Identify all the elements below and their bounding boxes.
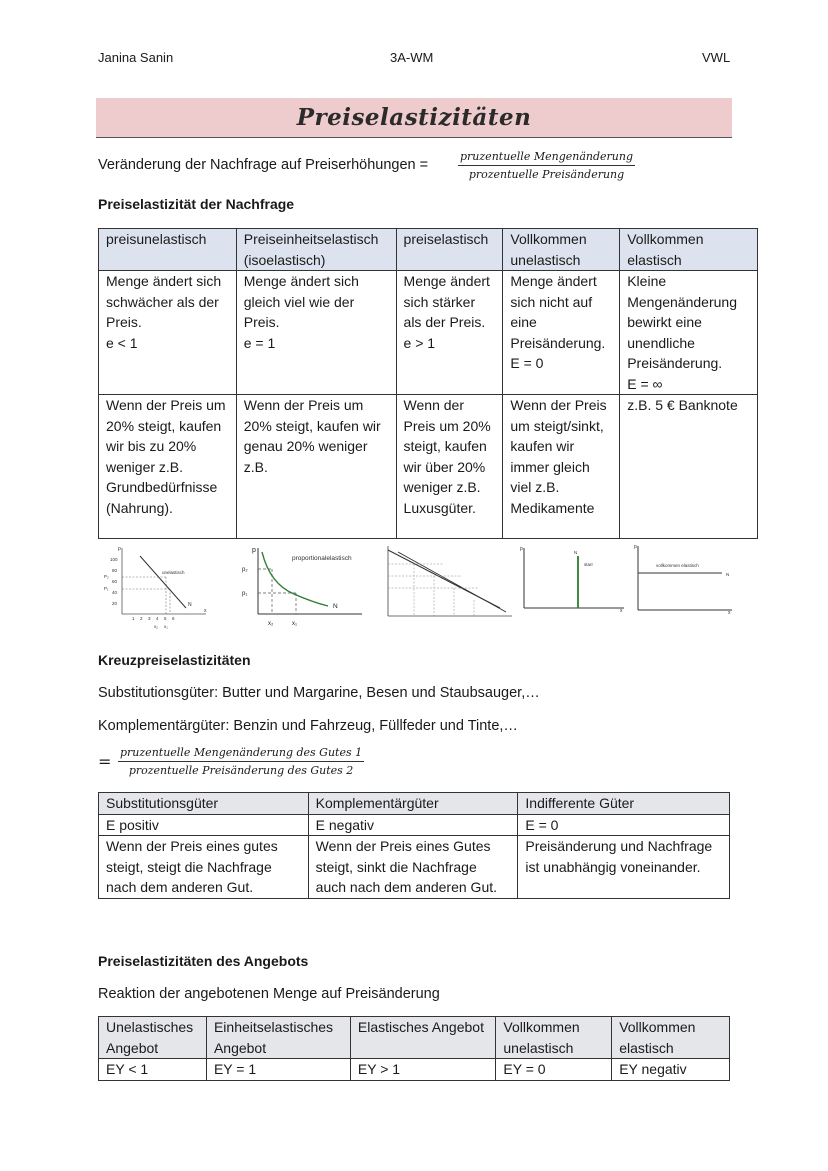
price-label: P₂ xyxy=(104,574,109,579)
x-tick: 4 xyxy=(156,616,159,621)
title-banner xyxy=(96,98,732,138)
table-cell: Wenn der Preis eines gutes steigt, steigt die Nachfrage nach dem anderen Gut. xyxy=(99,836,309,899)
cross-formula-eq: = xyxy=(98,752,112,771)
demand-elasticity-table xyxy=(98,228,758,539)
price-label: p₁ xyxy=(242,591,248,597)
x-tick: 3 xyxy=(148,616,151,621)
formula-numerator: pruzentuelle Mengenänderung xyxy=(458,150,635,166)
table-cell: z.B. 5 € Banknote xyxy=(620,395,758,539)
y-tick: 100 xyxy=(110,557,118,562)
section-heading-demand: Preiselastizität der Nachfrage xyxy=(98,196,295,212)
cross-formula-fraction xyxy=(118,746,364,777)
table-header-cell: Substitutionsgüter xyxy=(99,793,309,815)
quantity-label: x₂ xyxy=(268,621,274,627)
table-cell: EY = 1 xyxy=(206,1059,350,1081)
cross-formula-denominator: prozentuelle Preisänderung des Gutes 2 xyxy=(128,764,354,777)
quantity-label: x₁ xyxy=(292,621,298,627)
formula-denominator: prozentuelle Preisänderung xyxy=(468,168,625,181)
header-subject: VWL xyxy=(702,50,731,65)
table-cell: Wenn der Preis eines Gutes steigt, sinkt die Nachfrage auch nach dem anderen Gut. xyxy=(308,836,518,899)
table-header-cell: preiselastisch xyxy=(396,229,503,271)
graph-elastic xyxy=(378,542,514,624)
curve-name: N xyxy=(188,602,192,608)
formula-fraction xyxy=(458,150,635,181)
curve-label: proportionalelastisch xyxy=(292,555,352,562)
table-row xyxy=(99,395,758,539)
y-tick: 60 xyxy=(112,579,118,584)
table-header-cell: Elastisches Angebot xyxy=(350,1017,496,1059)
quantity-label: x₁ xyxy=(164,624,168,629)
header-class: 3A-WM xyxy=(390,50,434,65)
table-header-cell: Vollkommen elastisch xyxy=(620,229,758,271)
curve-name: N xyxy=(333,603,338,610)
table-header-cell: Vollkommen elastisch xyxy=(612,1017,730,1059)
graph-unelastic xyxy=(100,542,212,634)
curve-label: vollkommen elastisch xyxy=(656,563,699,568)
table-header-cell: Preiseinheitselastisch (isoelastisch) xyxy=(236,229,396,271)
table-cell: E positiv xyxy=(99,814,309,836)
curve-name: N xyxy=(574,550,578,555)
curve-label: starr xyxy=(584,562,593,567)
table-header-cell: Komplementärgüter xyxy=(308,793,518,815)
table-header-cell: Vollkommen unelastisch xyxy=(496,1017,612,1059)
x-axis-label: x xyxy=(204,608,207,614)
table-cell: Menge ändert sich schwächer als der Preis. e < 1 xyxy=(99,271,237,395)
table-cell: Wenn der Preis um 20% steigt, kaufen wir genau 20% weniger z.B. xyxy=(236,395,396,539)
supply-elasticity-table xyxy=(98,1016,730,1081)
table-header-cell: Unelastisches Angebot xyxy=(99,1017,207,1059)
substitution-text: Substitutionsgüter: Butter und Margarine, Besen und Staubsauger,… xyxy=(98,685,540,701)
complement-text: Komplementärgüter: Benzin und Fahrzeug, Füllfeder und Tinte,… xyxy=(98,718,518,734)
table-header-row xyxy=(99,793,730,815)
cross-formula-numerator: pruzentuelle Mengenänderung des Gutes 1 xyxy=(118,746,364,762)
x-axis-label: x xyxy=(620,608,623,614)
table-row xyxy=(99,1059,730,1081)
price-label: p₂ xyxy=(242,567,248,573)
graph-proportional xyxy=(236,542,366,630)
y-tick: 40 xyxy=(112,590,118,595)
x-tick: 2 xyxy=(140,616,143,621)
table-cell: EY > 1 xyxy=(350,1059,496,1081)
formula-lhs: Veränderung der Nachfrage auf Preiserhöhungen = xyxy=(98,157,429,173)
page-title: Preiselastizitäten xyxy=(296,104,532,131)
table-row xyxy=(99,271,758,395)
y-axis-label: p xyxy=(520,546,523,552)
price-label: P₁ xyxy=(104,586,109,591)
table-row xyxy=(99,836,730,899)
table-cell: E negativ xyxy=(308,814,518,836)
table-cell: Wenn der Preis um steigt/sinkt, kaufen wir immer gleich viel z.B. Medikamente xyxy=(503,395,620,539)
y-axis-label: p xyxy=(118,546,121,552)
table-cell: Wenn der Preis um 20% steigt, kaufen wir über 20% weniger z.B. Luxusgüter. xyxy=(396,395,503,539)
table-cell: Menge ändert sich stärker als der Preis. e > 1 xyxy=(396,271,503,395)
table-cell: Kleine Mengenänderung bewirkt eine unendliche Preisänderung. E = ∞ xyxy=(620,271,758,395)
table-header-cell: preisunelastisch xyxy=(99,229,237,271)
supply-text: Reaktion der angebotenen Menge auf Preisänderung xyxy=(98,986,440,1002)
y-axis-label: p xyxy=(634,544,637,550)
x-axis-label: x xyxy=(728,610,731,616)
section-heading-cross: Kreuzpreiselastizitäten xyxy=(98,652,251,668)
table-cell: EY negativ xyxy=(612,1059,730,1081)
x-tick: 1 xyxy=(132,616,135,621)
table-cell: EY = 0 xyxy=(496,1059,612,1081)
table-cell: Menge ändert sich gleich viel wie der Preis. e = 1 xyxy=(236,271,396,395)
table-row xyxy=(99,814,730,836)
table-header-row xyxy=(99,1017,730,1059)
y-tick: 20 xyxy=(112,601,118,606)
x-tick: 6 xyxy=(172,616,175,621)
section-heading-supply: Preiselastizitäten des Angebots xyxy=(98,953,309,969)
table-cell: Menge ändert sich nicht auf eine Preisänderung. E = 0 xyxy=(503,271,620,395)
y-tick: 80 xyxy=(112,568,118,573)
table-cell: Preisänderung und Nachfrage ist unabhängig voneinander. xyxy=(518,836,730,899)
table-header-cell: Indifferente Güter xyxy=(518,793,730,815)
header-author: Janina Sanin xyxy=(98,50,174,65)
y-axis-label: p xyxy=(252,547,256,554)
quantity-label: x₂ xyxy=(154,624,158,629)
graph-perfectly-elastic xyxy=(632,542,736,616)
table-header-cell: Einheitselastisches Angebot xyxy=(206,1017,350,1059)
graph-perfectly-inelastic xyxy=(516,542,628,614)
cross-elasticity-table xyxy=(98,792,730,899)
table-header-cell: Vollkommen unelastisch xyxy=(503,229,620,271)
curve-name: N xyxy=(726,572,730,577)
x-tick: 5 xyxy=(164,616,167,621)
table-cell: Wenn der Preis um 20% steigt, kaufen wir bis zu 20% weniger z.B. Grundbedürfnisse (Nahrung). xyxy=(99,395,237,539)
table-cell: EY < 1 xyxy=(99,1059,207,1081)
table-cell: E = 0 xyxy=(518,814,730,836)
table-header-row xyxy=(99,229,758,271)
curve-label: unelastisch xyxy=(162,570,185,575)
